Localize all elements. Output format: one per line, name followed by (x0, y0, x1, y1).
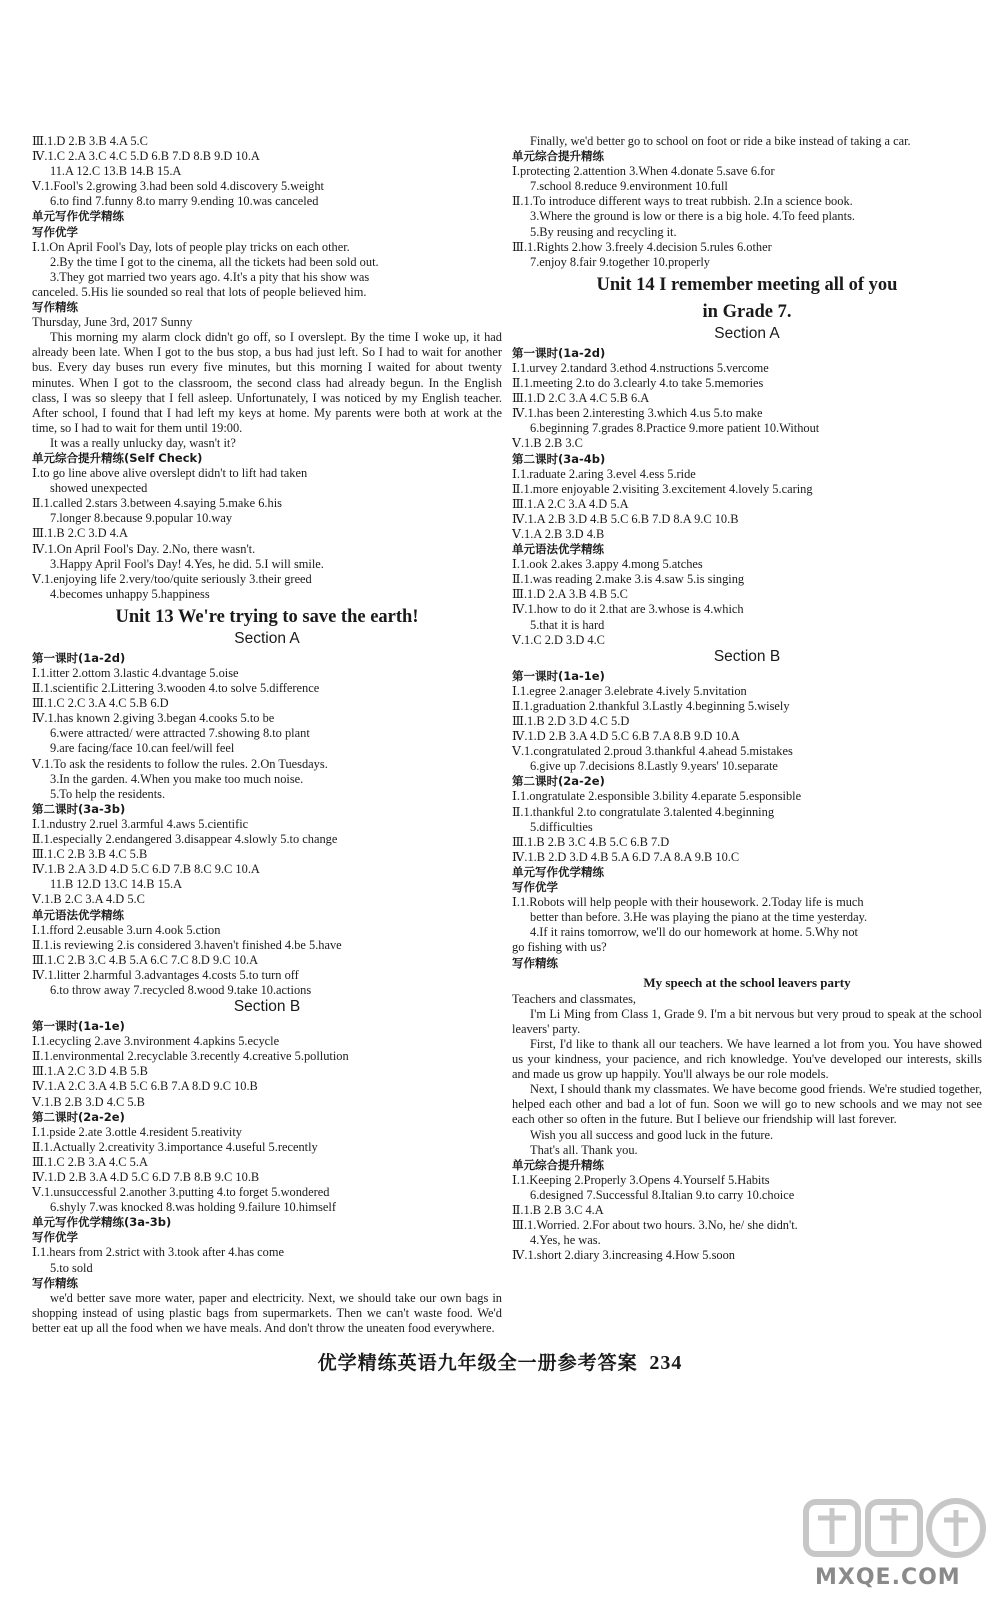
page-number: 234 (649, 1352, 683, 1374)
answer-line: Thursday, June 3rd, 2017 Sunny (32, 315, 193, 330)
section-heading: 单元综合提升精练 (512, 1157, 604, 1172)
answer-line: Ⅰ.1.itter 2.ottom 3.lastic 4.dvantage 5.oise (32, 666, 239, 680)
answer-line: 3.They got married two years ago. 4.It's a pity that his show was (50, 269, 370, 284)
answer-line: Ⅳ.1.D 2.B 3.A 4.D 5.C 6.B 7.A 8.B 9.D 10.A (512, 729, 740, 744)
section-heading: 单元写作优学精练 (512, 864, 604, 879)
answer-line: Ⅰ.1.raduate 2.aring 3.evel 4.ess 5.ride (512, 466, 696, 481)
section-heading: 单元综合提升精练 (512, 149, 604, 164)
section-heading: 单元综合提升精练(Self Check) (32, 450, 203, 465)
section-title: Section A (714, 324, 780, 342)
answer-line: Ⅴ.1.unsuccessful 2.another 3.putting 4.to forget 5.wondered (32, 1185, 330, 1200)
section-heading: 第二课时(3a-3b) (32, 801, 126, 816)
answer-line: Ⅴ.1.B 2.C 3.A 4.D 5.C (32, 892, 145, 907)
section-heading: 第一课时(1a-1e) (512, 668, 605, 683)
answer-line: Ⅱ.1.graduation 2.thankful 3.Lastly 4.beginning 5.wisely (512, 698, 790, 713)
answer-line: Ⅰ.protecting 2.attention 3.When 4.donate 5.save 6.for (512, 164, 775, 179)
left-column (32, 134, 502, 1336)
answer-line: Ⅱ.1.B 2.B 3.C 4.A (512, 1203, 604, 1217)
unit-title: Unit 14 I remember meeting all of you (596, 274, 898, 295)
section-heading: 写作优学 (512, 880, 558, 895)
answer-line: 3.In the garden. 4.When you make too much noise. (50, 771, 304, 786)
answer-line: Ⅳ.1.D 2.B 3.A 4.D 5.C 6.D 7.B 8.B 9.C 10.B (32, 1170, 260, 1184)
answer-line: Ⅰ.1.egree 2.anager 3.elebrate 4.ively 5.nvitation (512, 683, 747, 698)
answer-line: Ⅴ.1.B 2.B 3.D 4.C 5.B (32, 1094, 145, 1109)
answer-line: Ⅱ.1.scientific 2.Littering 3.wooden 4.to solve 5.difference (32, 681, 320, 696)
section-heading: 第二课时(2a-2e) (32, 1109, 125, 1124)
answer-line: Ⅰ.1.On April Fool's Day, lots of people play tricks on each other. (32, 239, 350, 254)
composition-title: My speech at the school leavers party (643, 974, 851, 990)
answer-line: It was a really unlucky day, wasn't it? (50, 435, 236, 450)
answer-line: Ⅱ.1.especially 2.endangered 3.disappear 4.slowly 5.to change (32, 832, 338, 847)
answer-line: Teachers and classmates, (512, 991, 637, 1006)
answer-line: Ⅳ.1.On April Fool's Day. 2.No, there wasn't. (32, 541, 256, 556)
answer-line: Ⅱ.1.thankful 2.to congratulate 3.talented 4.beginning (512, 804, 775, 819)
answer-line: Ⅴ.1.C 2.D 3.D 4.C (512, 632, 605, 647)
answer-line: That's all. Thank you. (530, 1142, 638, 1157)
section-heading: 写作精练 (32, 300, 78, 315)
answer-line: Ⅱ.1.meeting 2.to do 3.clearly 4.to take 5.memories (512, 376, 764, 391)
answer-line: 6.shyly 7.was knocked 8.was holding 9.failure 10.himself (50, 1200, 336, 1215)
answer-line: Ⅱ.1.Actually 2.creativity 3.importance 4.useful 5.recently (32, 1139, 318, 1154)
paragraph: First, I'd like to thank all our teachers. We have learned a lot from you. You have showed us your kindness, your pacience, and rich knowledge. You've developed our interests, skills and made us grow up happily. You'll always be our role models. (512, 1036, 982, 1082)
answer-line: better than before. 3.He was playing the piano at the time yesterday. (530, 910, 868, 925)
answer-line: 5.To help the residents. (50, 786, 166, 801)
answer-line: Ⅲ.1.Worried. 2.For about two hours. 3.No, he/ she didn't. (512, 1218, 798, 1233)
answer-line: Ⅳ.1.C 2.A 3.C 4.C 5.D 6.B 7.D 8.B 9.D 10.A (32, 149, 260, 164)
paragraph: I'm Li Ming from Class 1, Grade 9. I'm a bit nervous but very proud to speak at the school leavers' party. (512, 1006, 982, 1036)
answer-line: Ⅲ.1.D 2.B 3.B 4.A 5.C (32, 134, 148, 148)
section-heading: 写作精练 (512, 955, 558, 970)
answer-line: Ⅲ.1.B 2.D 3.D 4.C 5.D (512, 714, 630, 728)
watermark-text: MXQE.COM (815, 1565, 961, 1590)
answer-line: Ⅰ.1.ndustry 2.ruel 3.armful 4.aws 5.cientific (32, 816, 249, 831)
section-heading: 单元语法优学精练 (32, 907, 124, 922)
answer-line: 5.that it is hard (530, 617, 605, 632)
answer-line: Ⅴ.1.congratulated 2.proud 3.thankful 4.ahead 5.mistakes (512, 744, 793, 759)
answer-line: Ⅰ.1.Robots will help people with their housework. 2.Today life is much (512, 895, 864, 910)
section-heading: 第二课时(2a-2e) (512, 774, 605, 789)
answer-line: Ⅲ.1.C 2.B 3.B 4.C 5.B (32, 847, 148, 862)
answer-line: Ⅰ.1.fford 2.eusable 3.urn 4.ook 5.ction (32, 922, 221, 937)
answer-line: Ⅲ.1.A 2.C 3.A 4.D 5.A (512, 496, 629, 511)
answer-line: Ⅰ.1.ongratulate 2.esponsible 3.bility 4.eparate 5.esponsible (512, 789, 802, 804)
answer-line: Ⅰ.1.urvey 2.tandard 3.ethod 4.nstructions 5.vercome (512, 360, 769, 375)
answer-line: Ⅴ.1.To ask the residents to follow the rules. 2.On Tuesdays. (32, 756, 328, 771)
answer-line: Ⅲ.1.A 2.C 3.D 4.B 5.B (32, 1064, 148, 1079)
answer-line: Ⅱ.1.was reading 2.make 3.is 4.saw 5.is singing (512, 572, 745, 587)
paragraph: This morning my alarm clock didn't go off, so I overslept. By the time I woke up, it had already been late. When I got to the bus stop, a bus had just left. So I had to wait for another bus. Every day buses run every five minutes, but this morning I waited for about twenty minutes. When I got to the classroom, the second class had already begun. In the English class, I was so sleepy that I fell asleep. Unfortunately, I was noticed by my English teacher. After school, I found that I had left my keys at home. My parents were both at work at the time, so I had to wait for them until 19:00. (32, 330, 502, 435)
answer-line: 4.becomes unhappy 5.happiness (50, 586, 210, 601)
section-heading: 第一课时(1a-2d) (512, 345, 606, 360)
answer-line: 6.were attracted/ were attracted 7.showing 8.to plant (50, 726, 310, 741)
answer-line: 3.Happy April Fool's Day! 4.Yes, he did. 5.I will smile. (50, 556, 324, 571)
paragraph: Finally, we'd better go to school on foot or ride a bike instead of taking a car. (530, 134, 911, 148)
paragraph: we'd better save more water, paper and electricity. Next, we should take our own bags in shopping instead of using plastic bags from supermarkets. Then we can't waste food. We'd better eat up all the food when we have meals. And don't throw the uneaten food everywhere. (32, 1290, 502, 1335)
section-heading: 单元写作优学精练(3a-3b) (32, 1215, 172, 1230)
answer-line: Ⅳ.1.B 2.D 3.D 4.B 5.A 6.D 7.A 8.A 9.B 10.C (512, 849, 740, 864)
answer-line: Ⅰ.1.pside 2.ate 3.ottle 4.resident 5.reativity (32, 1124, 242, 1139)
answer-line: 2.By the time I got to the cinema, all the tickets had been sold out. (50, 254, 379, 269)
answer-line: Ⅳ.1.has been 2.interesting 3.which 4.us 5.to make (512, 406, 763, 421)
answer-line: 7.school 8.reduce 9.environment 10.full (530, 179, 728, 194)
answer-line: Ⅲ.1.Rights 2.how 3.freely 4.decision 5.rules 6.other (512, 239, 772, 254)
answer-line: Ⅳ.1.A 2.C 3.A 4.B 5.C 6.B 7.A 8.D 9.C 10.B (32, 1079, 258, 1094)
section-title: Section B (713, 647, 781, 665)
section-heading: 第一课时(1a-1e) (32, 1019, 125, 1034)
unit-title: Unit 13 We're trying to save the earth! (115, 606, 419, 627)
answer-line: Ⅳ.1.short 2.diary 3.increasing 4.How 5.soon (512, 1248, 735, 1263)
answer-line: Ⅲ.1.B 2.B 3.C 4.B 5.C 6.B 7.D (512, 834, 670, 849)
answer-line: go fishing with us? (512, 940, 607, 955)
answer-line: Ⅲ.1.C 2.B 3.C 4.B 5.A 6.C 7.C 8.D 9.C 10.A (32, 952, 259, 967)
unit-title: in Grade 7. (702, 301, 792, 322)
answer-line: Ⅰ.1.hears from 2.strict with 3.took after 4.has come (32, 1245, 284, 1260)
answer-line: Ⅲ.1.B 2.C 3.D 4.A (32, 526, 128, 541)
section-title: Section A (234, 629, 300, 647)
answer-line: Ⅳ.1.B 2.A 3.D 4.D 5.C 6.D 7.B 8.C 9.C 10.A (32, 862, 260, 877)
section-heading: 写作精练 (32, 1275, 78, 1290)
answer-line: Ⅴ.1.A 2.B 3.D 4.B (512, 526, 605, 541)
section-heading: 单元写作优学精练 (32, 209, 124, 224)
answer-line: 6.to throw away 7.recycled 8.wood 9.take 10.actions (50, 982, 312, 997)
answer-line: 5.to sold (50, 1260, 93, 1275)
answer-line: Ⅱ.1.is reviewing 2.is considered 3.haven't finished 4.be 5.have (32, 937, 342, 952)
answer-line: 5.difficulties (530, 819, 593, 834)
answer-line: Ⅴ.1.Fool's 2.growing 3.had been sold 4.discovery 5.weight (32, 179, 325, 194)
section-heading: 写作优学 (32, 1230, 78, 1245)
answer-line: Ⅰ.1.ecycling 2.ave 3.nvironment 4.apkins 5.ecycle (32, 1034, 280, 1049)
answer-line: Ⅱ.1.called 2.stars 3.between 4.saying 5.make 6.his (32, 496, 282, 511)
section-title: Section B (233, 998, 301, 1016)
answer-line: Ⅲ.1.D 2.C 3.A 4.C 5.B 6.A (512, 391, 650, 406)
answer-line: canceled. 5.His lie sounded so real that lots of people believed him. (32, 284, 367, 299)
section-heading: 第二课时(3a-4b) (512, 451, 606, 466)
answer-line: Ⅰ.1.Keeping 2.Properly 3.Opens 4.Yourself 5.Habits (512, 1172, 770, 1187)
answer-line: 7.enjoy 8.fair 9.together 10.properly (530, 254, 710, 269)
answer-line: Ⅳ.1.A 2.B 3.D 4.B 5.C 6.B 7.D 8.A 9.C 10.B (512, 511, 739, 526)
section-heading: 第一课时(1a-2d) (32, 650, 126, 665)
answer-line: 11.A 12.C 13.B 14.B 15.A (50, 164, 182, 179)
answer-line: 6.give up 7.decisions 8.Lastly 9.years' 10.separate (530, 759, 778, 774)
answer-line: 6.to find 7.funny 8.to marry 9.ending 10.was canceled (50, 194, 319, 209)
answer-line: 7.longer 8.because 9.popular 10.way (50, 511, 233, 526)
answer-line: 11.B 12.D 13.C 14.B 15.A (50, 877, 183, 892)
answer-line: 9.are facing/face 10.can feel/will feel (50, 741, 235, 756)
answer-line: Ⅳ.1.has known 2.giving 3.began 4.cooks 5.to be (32, 711, 275, 726)
answer-line: Ⅰ.1.ook 2.akes 3.appy 4.mong 5.atches (512, 557, 703, 572)
footer-title: 优学精练英语九年级全一册参考答案 (317, 1353, 638, 1374)
answer-line: Wish you all success and good luck in the future. (530, 1127, 774, 1142)
answer-line: Ⅳ.1.how to do it 2.that are 3.whose is 4.which (512, 602, 744, 617)
page-footer (0, 1348, 1000, 1375)
answer-line: 5.By reusing and recycling it. (530, 224, 677, 239)
answer-line: 4.If it rains tomorrow, we'll do our homework at home. 5.Why not (530, 925, 858, 940)
answer-line: Ⅱ.1.environmental 2.recyclable 3.recently 4.creative 5.pollution (32, 1049, 349, 1064)
answer-line: 4.Yes, he was. (530, 1233, 601, 1248)
answer-line: Ⅱ.1.To introduce different ways to treat rubbish. 2.In a science book. (512, 194, 853, 209)
answer-line: Ⅴ.1.B 2.B 3.C (512, 436, 583, 451)
section-heading: 单元语法优学精练 (512, 542, 604, 557)
answer-line: Ⅴ.1.enjoying life 2.very/too/quite seriously 3.their greed (32, 571, 312, 586)
answer-line: Ⅳ.1.litter 2.harmful 3.advantages 4.costs 5.to turn off (32, 967, 299, 982)
answer-line: Ⅲ.1.C 2.C 3.A 4.C 5.B 6.D (32, 696, 169, 711)
answer-line: 3.Where the ground is low or there is a big hole. 4.To feed plants. (530, 209, 855, 224)
answer-line: Ⅲ.1.D 2.A 3.B 4.B 5.C (512, 587, 628, 602)
answer-line: 6.beginning 7.grades 8.Practice 9.more patient 10.Without (530, 421, 820, 436)
section-heading: 写作优学 (32, 224, 78, 239)
answer-line: showed unexpected (50, 481, 148, 496)
answer-line: Ⅱ.1.more enjoyable 2.visiting 3.excitement 4.lovely 5.caring (512, 481, 813, 496)
answer-line: Ⅲ.1.C 2.B 3.A 4.C 5.A (32, 1154, 148, 1169)
answer-line: 6.designed 7.Successful 8.Italian 9.to carry 10.choice (530, 1187, 795, 1202)
right-column (512, 134, 982, 1263)
answer-line: Ⅰ.to go line above alive overslept didn't to lift had taken (32, 466, 308, 481)
paragraph: Next, I should thank my classmates. We have become good friends. We're studied together, helped each other and bad a lot of fun. Soon we will go to new schools and we may not see each other so often in the future. But I believe our friendship will last forever. (512, 1082, 982, 1127)
